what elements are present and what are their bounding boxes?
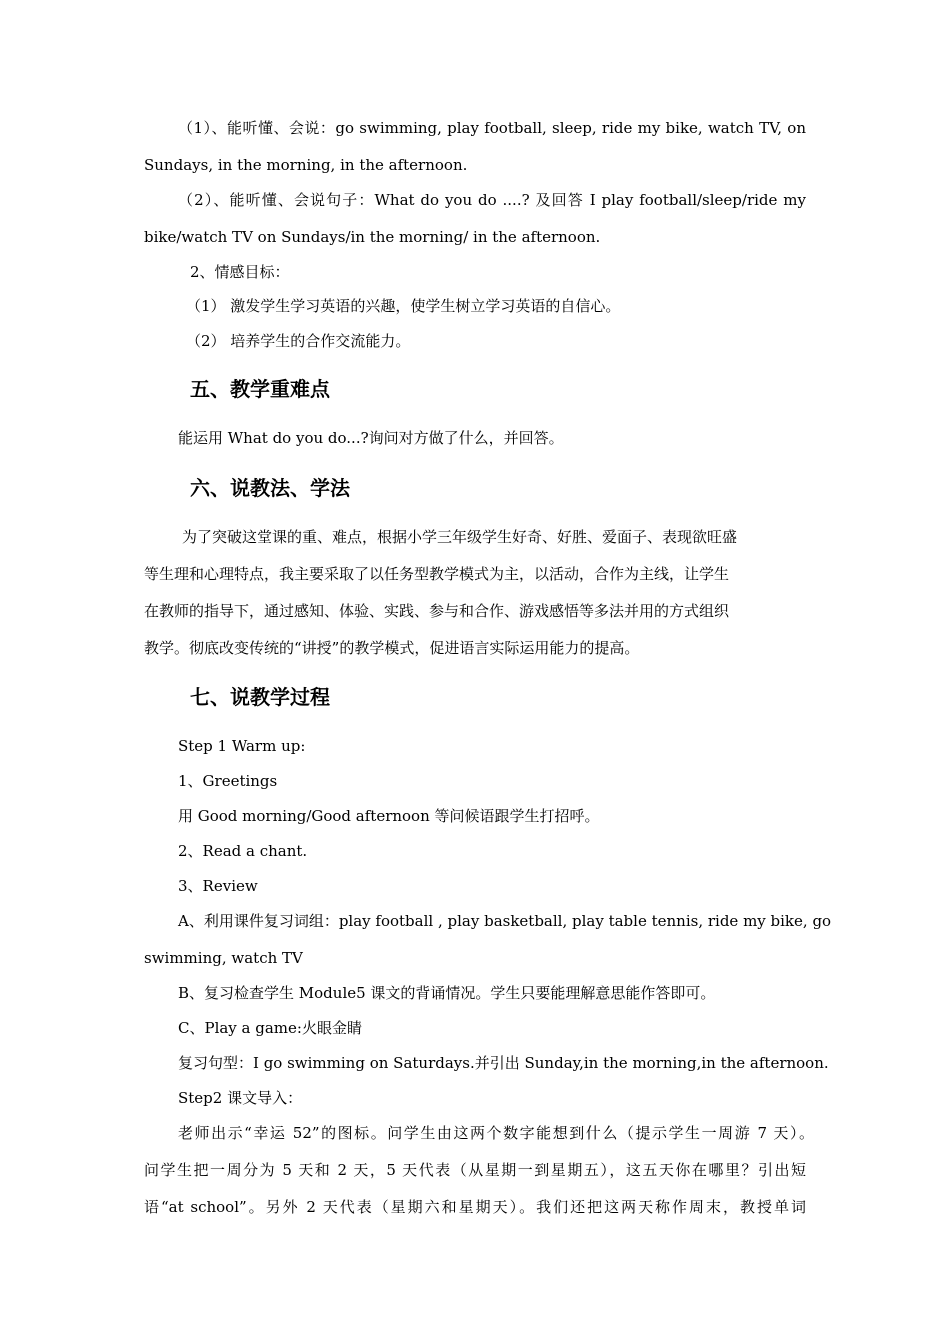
step-2-para-line-3: 语“at school”。另外 2 天代表（星期六和星期天）。我们还把这两天称作周末，教授单词 xyxy=(144,1198,806,1216)
step-1-greetings: 1、Greetings xyxy=(178,772,278,790)
step-1-title: Step 1 Warm up: xyxy=(178,737,306,755)
review-a-line-1: A、利用课件复习词组：play football , play basketball, play table tennis, ride my bike, go xyxy=(178,912,832,930)
section-7-heading: 七、说教学过程 xyxy=(190,685,330,709)
step-1-review: 3、Review xyxy=(178,877,258,895)
section-6-para-line-1: 为了突破这堂课的重、难点，根据小学三年级学生好奇、好胜、爱面子、表现欲旺盛 xyxy=(182,528,738,546)
emotional-goal-1: （1） 激发学生学习英语的兴趣，使学生树立学习英语的自信心。 xyxy=(186,297,621,315)
step-2-para-line-2: 问学生把一周分为 5 天和 2 天，5 天代表（从星期一到星期五），这五天你在哪里？引出短 xyxy=(144,1161,806,1179)
emotional-goal-heading: 2、情感目标： xyxy=(190,263,290,281)
review-c: C、Play a game:火眼金睛 xyxy=(178,1019,362,1037)
emotional-goal-2: （2） 培养学生的合作交流能力。 xyxy=(186,332,411,350)
step-2-para-line-1: 老师出示“幸运 52”的图标。问学生由这两个数字能想到什么（提示学生一周游 7 天）。 xyxy=(178,1124,814,1142)
step-1-chant: 2、Read a chant. xyxy=(178,842,308,860)
review-a-line-2: swimming, watch TV xyxy=(144,949,303,967)
section-6-para-line-4: 教学。彻底改变传统的“讲授”的教学模式，促进语言实际运用能力的提高。 xyxy=(144,639,640,657)
review-sentence-pattern: 复习句型：I go swimming on Saturdays.并引出 Sunday,in the morning,in the afternoon. xyxy=(178,1054,829,1072)
step-1-greetings-text: 用 Good morning/Good afternoon 等问候语跟学生打招呼。 xyxy=(178,807,600,825)
objective-1-line-1: （1）、能听懂、会说：go swimming, play football, sleep, ride my bike, watch TV, on xyxy=(178,119,806,137)
section-5-text: 能运用 What do you do...?询问对方做了什么，并回答。 xyxy=(178,429,564,447)
section-6-para-line-3: 在教师的指导下，通过感知、体验、实践、参与和合作、游戏感悟等多法并用的方式组织 xyxy=(144,602,730,620)
section-6-heading: 六、说教法、学法 xyxy=(190,476,350,500)
objective-1-line-2: Sundays, in the morning, in the afternoon. xyxy=(144,156,468,174)
section-6-para-line-2: 等生理和心理特点，我主要采取了以任务型教学模式为主，以活动，合作为主线，让学生 xyxy=(144,565,730,583)
objective-2-line-2: bike/watch TV on Sundays/in the morning/ in the afternoon. xyxy=(144,228,601,246)
section-5-heading: 五、教学重难点 xyxy=(190,377,330,401)
objective-2-line-1: （2）、能听懂、会说句子：What do you do ....? 及回答 I play football/sleep/ride my xyxy=(178,191,806,209)
step-2-title: Step2 课文导入： xyxy=(178,1089,303,1107)
review-b: B、复习检查学生 Module5 课文的背诵情况。学生只要能理解意思能作答即可。 xyxy=(178,984,716,1002)
